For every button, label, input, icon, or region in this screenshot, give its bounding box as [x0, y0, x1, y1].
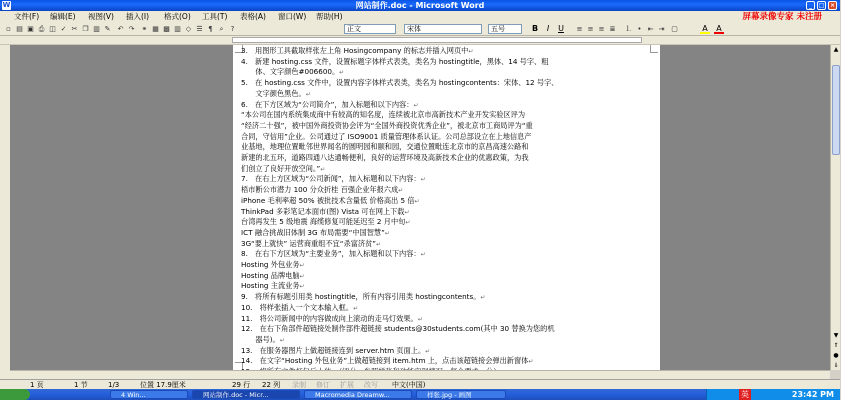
line-text: 8. 在右下方区域为“主要业务”，加入标题和以下内容： [241, 249, 421, 259]
paste-icon[interactable]: ▥ [93, 25, 100, 33]
status-language: 中文(中国) [392, 381, 426, 389]
document-line[interactable] [241, 356, 533, 366]
ime-indicator[interactable]: 英 [741, 390, 749, 399]
paragraph-mark-icon: ↵ [528, 358, 534, 366]
drawing-icon[interactable]: ◇ [185, 25, 192, 33]
document-line[interactable] [241, 153, 529, 163]
status-ext[interactable]: 扩展 [340, 381, 354, 389]
paragraph-mark-icon: ↵ [299, 283, 305, 291]
bullets-icon[interactable]: • [637, 25, 642, 33]
docmap-icon[interactable]: ☰ [196, 25, 203, 33]
clock: 23:42 PM [791, 390, 834, 399]
paragraph-mark-icon: ↵ [320, 165, 326, 173]
align-left-icon[interactable]: ≡ [576, 25, 583, 33]
system-tray [706, 389, 840, 400]
document-line[interactable] [241, 196, 420, 206]
document-line[interactable] [241, 207, 409, 217]
line-text: 13. 在服务器图片上做超链接连到 server.htm 页面上。 [241, 345, 426, 355]
document-line[interactable] [241, 142, 529, 152]
line-text: ThinkPad 多彩笔记本面市(图) Vista 可在网上下载 [241, 206, 405, 216]
paragraph-mark-icon: ↵ [279, 336, 285, 344]
line-text: 们创立了良好开放空间。” [241, 163, 321, 173]
line-text: 14. 在文字“Hosting 外包业务”上做超链接到 item.htm 上，点击该超链接会弹出新窗体 [241, 356, 529, 366]
outdent-icon[interactable]: ⇤ [647, 25, 654, 33]
task-word[interactable]: 网站制作.doc - Micr... [192, 390, 300, 399]
paragraph-mark-icon: ↵ [405, 219, 411, 227]
document-workspace [10, 45, 830, 370]
paragraph-mark-icon: ↵ [305, 90, 311, 98]
paragraph-mark-icon: ↵ [425, 347, 431, 355]
zoom-icon[interactable]: ⌕ [219, 25, 224, 33]
line-text: 文字颜色黑色。 [241, 88, 306, 98]
open-icon[interactable]: ▤ [16, 25, 23, 33]
paragraph-mark-icon: ↵ [398, 187, 404, 195]
document-line[interactable] [241, 260, 305, 270]
new-doc-icon[interactable]: ▫ [6, 25, 11, 33]
line-text: 3G“要上就快” 运营商重组不宜“杀富济贫” [241, 238, 376, 248]
line-text: 9. 将所有标题引用类 hostingtitle，所有内容引用类 hostingcontents。 [241, 292, 481, 302]
task-dreamweaver[interactable]: Macromedia Dreamw... [304, 390, 412, 399]
paragraph-mark-icon: ↵ [384, 229, 390, 237]
paragraph-mark-icon: ↵ [480, 294, 486, 302]
line-text: 12. 在右下角部件超链接处制作部件超链接 students@30students.com(其中 30 替换为您的机 [241, 324, 555, 334]
line-text: Hosting 品牌电脑 [241, 270, 300, 280]
line-text: “经济二十强”，被中国外商投资协会评为“全国外商投资优秀企业”，被北京市工商局评为“重 [241, 120, 533, 130]
align-right-icon[interactable]: ≡ [598, 25, 605, 33]
line-text: ICT 融合挑战旧体制 3G 布局需要“中国智慧” [241, 227, 385, 237]
menu-window[interactable]: 窗口(W) [278, 12, 307, 21]
border-icon[interactable]: ▢ [671, 25, 678, 33]
help-icon[interactable]: ? [230, 25, 235, 33]
style-select[interactable]: 正文 [344, 24, 396, 34]
paragraph-mark-icon: ↵ [299, 262, 305, 269]
document-line[interactable] [241, 324, 555, 334]
document-line[interactable] [241, 164, 325, 174]
line-text: 11. 将公司新闻中的内容做成向上滚动的走马灯效果。 [241, 313, 418, 323]
menu-tools[interactable]: 工具(T) [202, 12, 228, 21]
recorder-watermark: 屏幕录像专家 未注册 [742, 12, 822, 22]
task-group[interactable]: 4 Win... [110, 390, 188, 399]
underline-button[interactable]: U [558, 24, 564, 33]
menu-table[interactable]: 表格(A) [240, 12, 266, 21]
line-text: 5. 在 hosting.css 文件中，设置内容字体样式表类，类名为 hostingcontents：宋体、12 号字、 [241, 78, 559, 88]
highlight-button[interactable]: A [700, 24, 710, 34]
document-line[interactable] [241, 271, 305, 281]
word-app-icon[interactable]: W [2, 1, 11, 9]
paragraph-mark-icon: ↵ [375, 240, 382, 248]
document-page[interactable] [233, 45, 660, 370]
document-line[interactable] [241, 78, 558, 88]
menu-format[interactable]: 格式(O) [164, 12, 191, 21]
paragraph-mark-icon: ↵ [299, 272, 305, 280]
document-line[interactable] [241, 174, 426, 184]
line-text: 新建的北五环，道路四通八达通畅便利，良好的运营环境及高新技术企业的优惠政策，为我 [241, 153, 529, 162]
copy-icon[interactable]: ❐ [82, 25, 89, 33]
horizontal-ruler[interactable] [0, 36, 840, 45]
select-browse-icon[interactable]: ● [833, 352, 839, 359]
scroll-down-icon[interactable]: ▼ [833, 332, 839, 339]
paragraph-mark-icon: ↵ [413, 101, 419, 109]
document-line[interactable] [241, 57, 548, 67]
vertical-scrollbar[interactable] [830, 45, 840, 370]
prev-page-icon[interactable]: ⇑ [833, 342, 839, 349]
line-text: 3. 用图形工具截取样张左上角 Hosingcompany 的标志并插入网页中 [241, 46, 469, 55]
line-text: Hosting 主流业务 [241, 281, 300, 291]
status-line: 29 行 [232, 381, 251, 389]
size-select[interactable]: 五号 [488, 24, 522, 34]
preview-icon[interactable]: ◫ [49, 25, 56, 33]
document-line[interactable] [241, 346, 430, 356]
paragraph-mark-icon: ↵ [339, 69, 345, 77]
status-position: 位置 17.9厘米 [140, 381, 186, 389]
line-text: iPhone 毛利率超 50% 被批技术含量低 价格高出 5 倍 [241, 195, 415, 205]
columns-icon[interactable]: ▥ [174, 25, 181, 33]
document-line[interactable] [241, 89, 311, 99]
close-button[interactable]: × [829, 2, 836, 9]
ruler-text-area[interactable] [232, 37, 642, 43]
next-page-icon[interactable]: ⇓ [833, 362, 839, 369]
corner-mark [650, 45, 658, 53]
line-text: 台湾再发生 5 级地震 海缆修复可能延迟至 2 月中旬 [241, 217, 406, 227]
cut-icon[interactable]: ✂ [71, 25, 78, 33]
status-trk[interactable]: 修订 [316, 381, 330, 389]
format-painter-icon[interactable]: ✎ [104, 25, 111, 33]
document-line[interactable] [241, 121, 533, 131]
status-page-of: 1/3 [108, 381, 120, 389]
paragraph-mark-icon: ↵ [420, 251, 426, 259]
italic-button[interactable]: I [546, 24, 550, 33]
start-button[interactable] [0, 389, 30, 400]
table-icon[interactable]: ▦ [152, 25, 159, 33]
menu-edit[interactable]: 编辑(E) [50, 12, 76, 21]
window-title: 网站制作.doc - Microsoft Word [355, 1, 485, 10]
line-text: 梧市断公市潜力 100 分众折桂 百强企业年报六成 [241, 185, 399, 195]
document-line[interactable] [241, 281, 305, 291]
maximize-button[interactable]: □ [818, 2, 825, 9]
line-text: 体、文字颜色#006600。 [241, 67, 340, 77]
horizontal-scrollbar[interactable] [10, 370, 830, 379]
hyperlink-icon[interactable]: ⚭ [141, 25, 148, 33]
paragraph-mark-icon: ↵ [417, 315, 423, 323]
align-center-icon[interactable]: ≡ [587, 25, 594, 33]
menu-bar [0, 11, 840, 23]
show-marks-icon[interactable]: ¶ [208, 25, 213, 33]
document-line[interactable] [241, 303, 358, 313]
line-text: “本公司在国内系统集成商中有较高的知名度，连续被北京市高新技术产业开发实验区评为 [241, 110, 526, 120]
document-line[interactable] [241, 335, 285, 345]
menu-file[interactable]: 文件(F) [14, 12, 40, 21]
undo-icon[interactable]: ↶ [117, 25, 124, 33]
line-text: 6. 在下方区域为“公司简介”，加入标题和以下内容： [241, 99, 414, 109]
status-page: 1 页 [30, 381, 44, 389]
paragraph-mark-icon: ↵ [414, 197, 420, 205]
status-col: 22 列 [262, 381, 281, 389]
title-bar [0, 0, 840, 11]
menu-view[interactable]: 视图(V) [88, 12, 114, 21]
font-color-button[interactable]: A [714, 24, 724, 34]
minimize-button[interactable]: _ [806, 1, 815, 10]
document-line[interactable] [241, 46, 473, 56]
paragraph-mark-icon: ↵ [420, 176, 426, 184]
document-line[interactable] [241, 100, 418, 110]
line-text: 4. 新建 hosting.css 文件，设置标题字体样式表类，类名为 hostingtitle，黑体、14 号字、粗 [241, 56, 549, 66]
redo-icon[interactable]: ↷ [128, 25, 135, 33]
vertical-ruler [0, 45, 10, 379]
scroll-thumb[interactable] [832, 65, 840, 155]
print-icon[interactable]: ⎙ [38, 25, 45, 33]
line-text: 器号)。 [241, 334, 280, 344]
justify-icon[interactable]: ≣ [609, 25, 616, 33]
numbering-icon[interactable]: ⒈ [625, 25, 632, 33]
document-line[interactable] [241, 314, 423, 324]
paragraph-mark-icon: ↵ [468, 48, 474, 55]
toolbar [0, 23, 840, 36]
status-ovr[interactable]: 改写 [364, 381, 378, 389]
paragraph-mark-icon: ↵ [404, 208, 410, 216]
document-line[interactable] [241, 228, 390, 238]
line-text: 7. 在右上方区域为“公司新闻”，加入标题和以下内容： [241, 174, 421, 184]
line-text: Hosting 外包业务 [241, 260, 300, 269]
status-bar [0, 379, 840, 389]
scroll-up-icon[interactable]: ▲ [833, 46, 839, 53]
spell-icon[interactable]: ✓ [60, 25, 67, 33]
document-line[interactable] [241, 110, 525, 120]
bold-button[interactable]: B [531, 24, 539, 33]
document-line[interactable] [241, 217, 410, 227]
menu-insert[interactable]: 插入(I) [126, 12, 150, 21]
status-section: 1 节 [74, 381, 88, 389]
document-line[interactable] [241, 67, 344, 77]
menu-help[interactable]: 帮助(H) [316, 12, 343, 21]
font-select[interactable]: 宋体 [404, 24, 482, 34]
save-icon[interactable]: ▣ [27, 25, 34, 33]
document-line[interactable] [241, 239, 381, 249]
document-line[interactable] [241, 249, 426, 259]
paragraph-mark-icon: ↵ [353, 304, 359, 312]
status-rec[interactable]: 录制 [292, 381, 306, 389]
document-line[interactable] [241, 185, 403, 195]
document-line[interactable] [241, 292, 485, 302]
taskbar [0, 389, 840, 400]
line-text: 业基地，地理位置毗邻世界闻名的圆明园和颐和园，交通位置毗连北京市的京昌高速公路和 [241, 142, 529, 152]
line-text: 合同，守信用”企业。公司通过了 ISO9001 质量管理体系认证。公司总部设立在上地信息产 [241, 131, 532, 141]
line-text: 10. 将样张插入一个文本输入框。 [241, 302, 354, 312]
task-paint[interactable]: 样张.jpg - 画图 [416, 390, 506, 399]
document-line[interactable] [241, 132, 532, 142]
indent-icon[interactable]: ⇥ [658, 25, 665, 33]
excel-icon[interactable]: ▩ [163, 25, 170, 33]
